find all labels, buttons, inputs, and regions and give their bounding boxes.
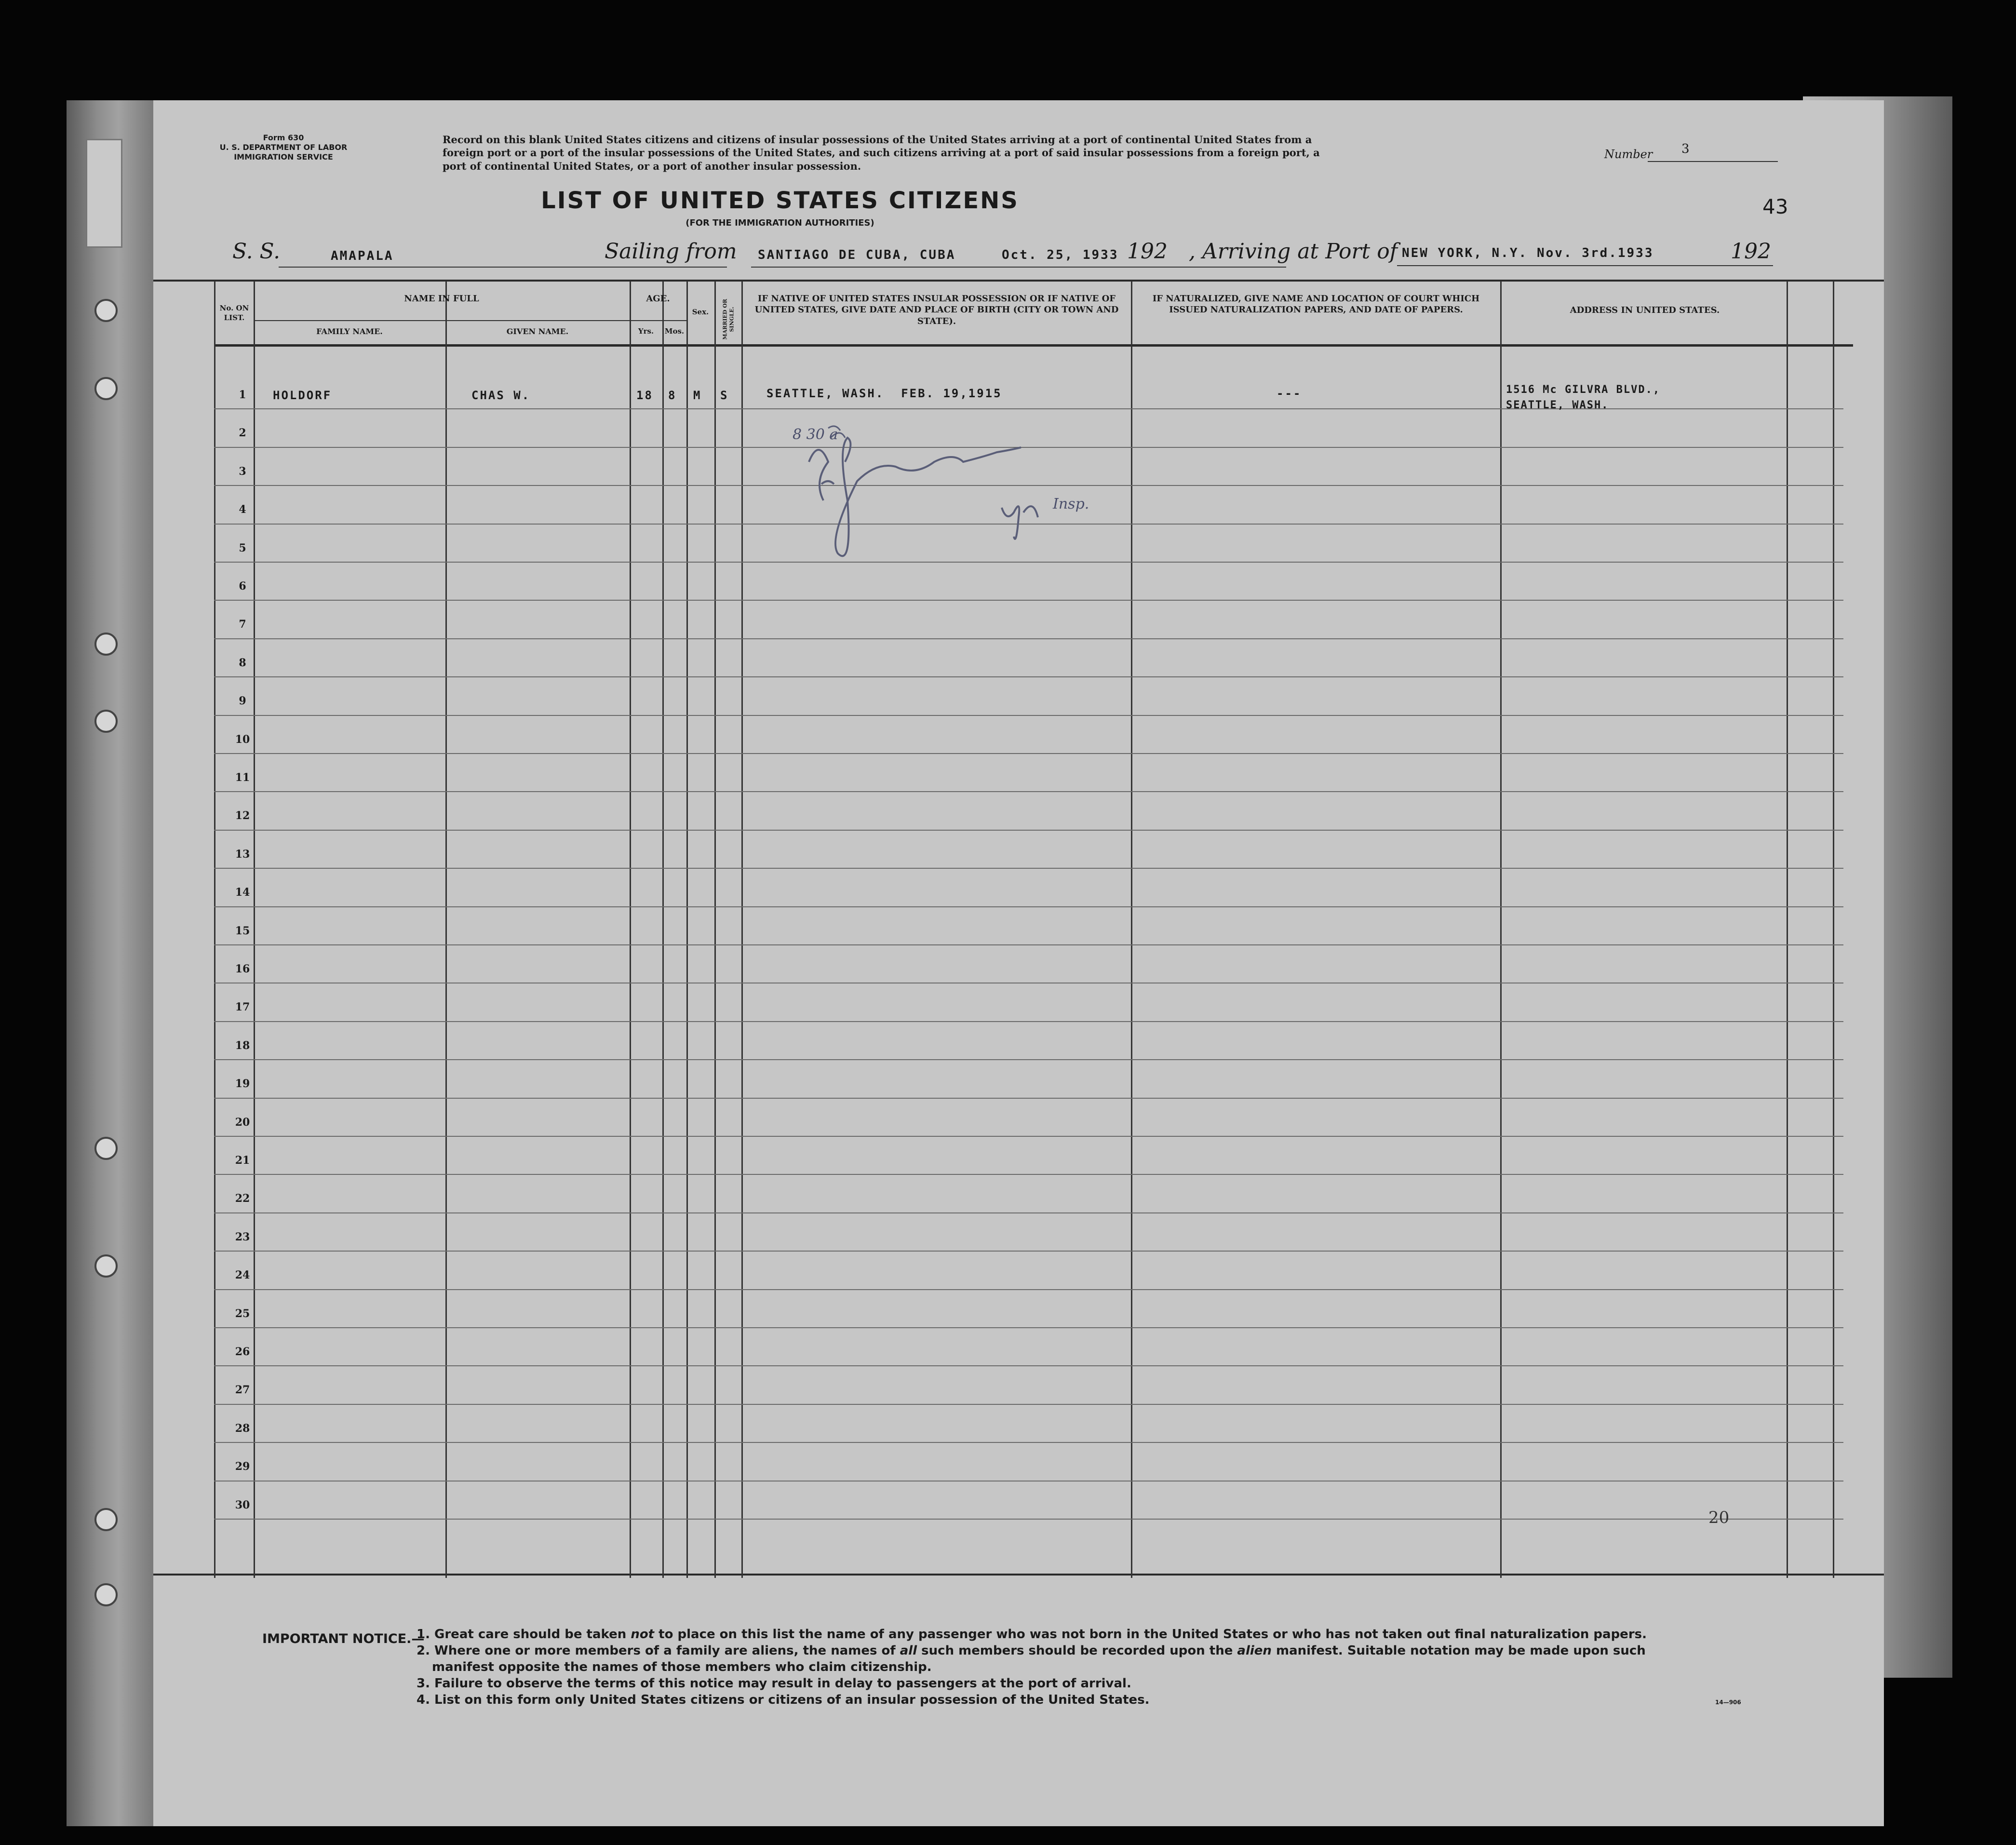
row-number: 9	[239, 695, 246, 708]
column-divider	[686, 281, 688, 1578]
col-head-married: MARRIED OR SINGLE.	[722, 298, 735, 340]
column-divider	[1500, 281, 1502, 1578]
column-divider	[662, 281, 664, 1578]
page-subtitle: (FOR THE IMMIGRATION AUTHORITIES)	[685, 218, 874, 228]
column-divider	[741, 281, 743, 1578]
notice-item-1-text-b: to place on this list the name of any passenger who was not born in the United States or who has not taken out final naturalization papers.	[654, 1627, 1647, 1642]
row-number: 10	[235, 733, 250, 746]
header-bottom-rule	[214, 344, 1853, 347]
row-number: 6	[239, 580, 246, 593]
row-number: 7	[239, 618, 246, 631]
record-line-1: Record on this blank United States citizens and citizens of insular possessions of the United States arriving at a port of continental United States from a	[443, 134, 1312, 146]
row-family-name: HOLDORF	[273, 389, 332, 402]
col-head-name-in-full: NAME IN FULL	[404, 294, 479, 304]
notice-item-2	[417, 1643, 2007, 1659]
notice-item-2-emphasis-2: alien	[1237, 1643, 1272, 1658]
notice-item-1	[417, 1627, 1647, 1643]
binder-ring	[94, 299, 118, 322]
row-line	[214, 1098, 1843, 1099]
table-bottom-rule	[153, 1574, 1884, 1576]
record-line-2: foreign port or a port of the insular possessions of the United States, and such citizens arriving at a port of said insular possessions from a foreign port, a	[443, 147, 1320, 159]
col-head-birth: IF NATIVE OF UNITED STATES INSULAR POSSESSION OR IF NATIVE OF UNITED STATES, GIVE DATE AND PLACE OF BIRTH (CITY OR TOWN AND STATE).	[754, 294, 1119, 326]
row-married: S	[720, 389, 729, 402]
row-address-line-1: 1516 Mc GILVRA BLVD.,	[1506, 384, 1661, 396]
row-line	[214, 791, 1843, 792]
sailing-from: SANTIAGO DE CUBA, CUBA	[758, 248, 956, 262]
column-divider	[445, 281, 447, 1578]
name-subheader-rule	[254, 320, 630, 321]
col-head-no: No. ON LIST.	[219, 304, 249, 322]
page-number: 43	[1762, 195, 1788, 218]
row-line	[214, 1327, 1843, 1328]
row-number: 1	[239, 389, 246, 401]
col-head-naturalized: IF NATURALIZED, GIVE NAME AND LOCATION OF COURT WHICH ISSUED NATURALIZATION PAPERS, AND DATE OF PAPERS.	[1152, 294, 1480, 315]
row-number: 28	[235, 1422, 250, 1435]
row-address-line-2: SEATTLE, WASH.	[1506, 399, 1609, 411]
column-divider	[714, 281, 716, 1578]
year-label-2: 192	[1731, 239, 1771, 264]
form-identification	[202, 133, 365, 162]
department-name: U. S. DEPARTMENT OF LABOR	[219, 143, 348, 152]
row-line	[214, 1442, 1843, 1443]
row-number: 11	[235, 771, 250, 784]
record-line-3: port of continental United States, or a port of another insular possession.	[443, 160, 861, 172]
page-title: LIST OF UNITED STATES CITIZENS	[541, 187, 1019, 214]
row-number: 14	[235, 886, 250, 899]
row-number: 12	[235, 809, 250, 822]
form-number: Form 630	[263, 133, 304, 142]
row-number: 26	[235, 1346, 250, 1358]
notice-item-2-continued: manifest opposite the names of those members who claim citizenship.	[432, 1660, 932, 1674]
col-head-family-name: FAMILY NAME.	[316, 327, 383, 336]
col-head-sex: Sex.	[692, 308, 709, 316]
year-label-1: 192	[1127, 239, 1168, 264]
row-line	[214, 1136, 1843, 1137]
notice-item-2-text-a: 2. Where one or more members of a family are aliens, the names of	[417, 1643, 900, 1658]
row-number: 8	[239, 656, 246, 669]
row-line	[214, 830, 1843, 831]
row-number: 13	[235, 848, 250, 861]
column-divider	[630, 281, 631, 1578]
row-number: 20	[235, 1116, 250, 1129]
ss-label: S. S.	[232, 239, 281, 264]
row-number: 2	[239, 427, 246, 440]
row-number: 18	[235, 1039, 250, 1052]
arriving-label: , Arriving at Port of	[1189, 239, 1398, 264]
handwritten-insp: Insp.	[1053, 496, 1089, 512]
column-divider	[1833, 281, 1834, 1578]
notice-item-1-text-a: 1. Great care should be taken	[417, 1627, 631, 1642]
col-head-mos: Mos.	[664, 327, 685, 336]
table-top-rule	[153, 280, 1884, 282]
binder-ring	[94, 633, 118, 656]
binder-ring	[94, 1254, 118, 1278]
row-number: 25	[235, 1307, 250, 1320]
binder-ring	[94, 1137, 118, 1160]
row-line	[214, 753, 1843, 754]
col-head-address: ADDRESS IN UNITED STATES.	[1570, 305, 1720, 315]
row-number: 27	[235, 1384, 250, 1397]
row-birth: SEATTLE, WASH. FEB. 19,1915	[766, 387, 1002, 400]
ship-underline	[279, 267, 727, 268]
row-line	[214, 1404, 1843, 1405]
arriving-underline	[1397, 265, 1773, 266]
row-line	[214, 1059, 1843, 1060]
row-number: 5	[239, 541, 246, 554]
row-line	[214, 1289, 1843, 1290]
age-subheader-rule	[630, 320, 686, 321]
row-line	[214, 1365, 1843, 1366]
row-number: 22	[235, 1192, 250, 1205]
binder-ring	[94, 1583, 118, 1606]
important-notice	[262, 1627, 1853, 1709]
sailing-underline	[751, 267, 1286, 268]
column-divider	[214, 281, 215, 1578]
row-number: 21	[235, 1154, 250, 1167]
col-head-yrs: Yrs.	[638, 327, 654, 336]
row-line	[214, 906, 1843, 907]
row-sex: M	[693, 389, 702, 402]
row-line	[214, 715, 1843, 716]
notice-item-4: 4. List on this form only United States citizens or citizens of an insular possession of the United States.	[417, 1693, 1150, 1707]
notice-heading: IMPORTANT NOTICE.—	[262, 1631, 425, 1646]
number-label: Number	[1604, 148, 1653, 161]
manifest-page	[153, 100, 1884, 1826]
row-number: 16	[235, 963, 250, 975]
row-number: 23	[235, 1230, 250, 1243]
binder-ring	[94, 710, 118, 733]
row-number: 4	[239, 503, 246, 516]
row-number: 29	[235, 1460, 250, 1473]
row-number: 17	[235, 1001, 250, 1014]
binder-ring	[94, 1508, 118, 1531]
row-line	[214, 868, 1843, 869]
ship-name: AMAPALA	[331, 249, 394, 263]
row-number: 15	[235, 924, 250, 937]
arriving-port: NEW YORK, N.Y.	[1402, 246, 1528, 260]
row-line	[214, 1212, 1843, 1213]
sailing-label: Sailing from	[605, 239, 737, 264]
binder-tab	[86, 139, 122, 248]
notice-item-1-emphasis: not	[631, 1627, 655, 1642]
sailing-date: Oct. 25, 1933	[1002, 248, 1119, 262]
handwritten-bottom-number: 20	[1708, 1508, 1730, 1527]
row-number: 24	[235, 1269, 250, 1282]
arriving-date: Nov. 3rd.1933	[1537, 246, 1654, 260]
row-line	[214, 1174, 1843, 1175]
notice-item-2-text-c: manifest. Suitable notation may be made upon such	[1271, 1643, 1646, 1658]
number-underline	[1648, 161, 1778, 162]
col-head-given-name: GIVEN NAME.	[506, 327, 569, 336]
row-naturalized: ---	[1277, 387, 1302, 400]
row-line	[214, 676, 1843, 677]
printer-code: 14—906	[1715, 1699, 1741, 1706]
service-name: IMMIGRATION SERVICE	[234, 152, 333, 162]
binder-strip	[67, 100, 153, 1826]
row-number: 19	[235, 1077, 250, 1091]
handwritten-time: 8 30 a	[793, 426, 838, 443]
column-divider	[1131, 281, 1132, 1578]
row-number: 3	[239, 465, 246, 478]
notice-item-3: 3. Failure to observe the terms of this notice may result in delay to passengers at the port of arrival.	[417, 1676, 1131, 1691]
column-divider	[1787, 281, 1788, 1578]
row-number: 30	[235, 1498, 250, 1511]
row-line	[214, 1251, 1843, 1252]
row-line	[214, 1519, 1843, 1520]
col-head-age: AGE.	[646, 294, 670, 304]
row-mos: 8	[668, 389, 677, 402]
row-line	[214, 944, 1843, 945]
number-value: 3	[1681, 142, 1690, 156]
record-instructions	[443, 133, 1706, 173]
row-yrs: 18	[636, 389, 653, 402]
row-line	[214, 1021, 1843, 1022]
notice-item-2-emphasis: all	[900, 1643, 917, 1658]
notice-item-2-text-b: such members should be recorded upon the	[917, 1643, 1237, 1658]
row-given-name: CHAS W.	[471, 389, 531, 402]
binder-ring	[94, 377, 118, 400]
